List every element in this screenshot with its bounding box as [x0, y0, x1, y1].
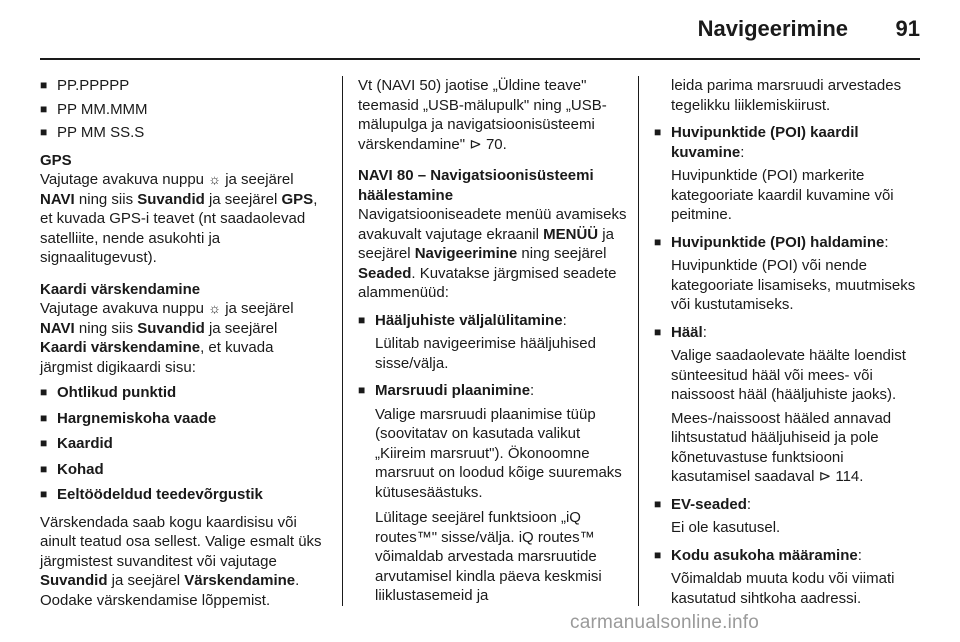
gps-heading: GPS	[40, 151, 72, 169]
list-item: ■ Kohad	[40, 460, 325, 480]
list-item: ■ Huvipunktide (POI) haldamine:	[654, 233, 924, 253]
list-item: ■ Kaardid	[40, 434, 325, 454]
item-description: Lülitage seejärel funktsioon „iQ routes™" sisse/välja. iQ routes™ võimaldab arvestada marsruutide arvutamisel kindla päeva keskmisi liiklustasemeid ja	[375, 509, 602, 604]
list-item: ■ PP MM SS.S	[40, 123, 325, 143]
page-title: Navigeerimine	[697, 16, 848, 41]
list-item: ■ Hargnemiskoha vaade	[40, 409, 325, 429]
gps-paragraph: Vajutage avakuva nuppu ☼ ja seejärel NAVI ning siis Suvandid ja seejärel GPS, et kuvada GPS-i teavet (nt saadaolevad satelliite, nende asukohti ja signaalitugevust).	[40, 171, 318, 266]
header-rule	[40, 58, 920, 60]
item-description: Huvipunktide (POI) markerite kategooriate kaardil kuvamine või peitmine.	[671, 167, 894, 223]
watermark: carmanualsonline.info	[570, 612, 760, 633]
list-item: ■ Kodu asukoha määramine:	[654, 546, 924, 566]
map-update-heading: Kaardi värskendamine	[40, 280, 201, 298]
column-divider-2	[638, 76, 639, 606]
home-icon: ☼	[208, 171, 222, 187]
list-item: ■ PP.PPPPP	[40, 76, 325, 96]
list-item: ■ Eeltöödeldud teedevõrgustik	[40, 485, 325, 505]
page-ref-icon: ⊳	[469, 135, 482, 153]
home-icon: ☼	[208, 300, 222, 316]
item-description: Huvipunktide (POI) või nende kategooriate lisamiseks, muutmiseks või kustutamiseks.	[671, 257, 916, 313]
page-ref-icon: ⊳	[818, 468, 832, 485]
list-item: ■ Huvipunktide (POI) kaardil kuvamine:	[654, 123, 924, 162]
list-item: ■ PP MM.MMM	[40, 100, 325, 120]
list-item: ■ Hääljuhiste väljalülitamine:	[358, 311, 628, 331]
column-3	[654, 76, 924, 608]
intro-paragraph: Vt (NAVI 50) jaotise „Üldine teave" teemasid „USB-mälupulk" ning „USB-mälupulga ja navigatsioonisüsteemi värskendamine" ⊳ 70.	[358, 77, 607, 153]
item-description: Lülitab navigeerimise hääljuhised sisse/välja.	[375, 335, 596, 372]
map-update-paragraph: Vajutage avakuva nuppu ☼ ja seejärel NAVI ning siis Suvandid ja seejärel Kaardi värskendamine, et kuvada järgmist digikaardi sisu:	[40, 300, 294, 376]
column-divider-1	[342, 76, 343, 606]
list-item: ■ Marsruudi plaanimine:	[358, 381, 628, 401]
column-1	[40, 76, 325, 610]
list-item: ■ Ohtlikud punktid	[40, 383, 325, 403]
list-item: ■ EV-seaded:	[654, 495, 924, 515]
item-description: Mees-/naissoost hääled annavad lihtsustatud hääljuhiseid ja pole kõnetuvastuse funktsiooni kasutamisel saadaval ⊳ 114.	[671, 409, 892, 485]
page-number: 91	[895, 16, 920, 41]
list-item: ■ Hääl:	[654, 323, 924, 343]
navi80-heading: NAVI 80 – Navigatsioonisüsteemi häälestamine	[358, 167, 594, 204]
item-description: Võimaldab muuta kodu või viimati kasutatud sihtkoha aadressi.	[671, 570, 895, 607]
item-description: Valige marsruudi plaanimise tüüp (soovitatav on kasutada valikut „Kiireim marsruut"). Ökonoomne marsruut on loodud kõige suuremaks kütusesäästuks.	[375, 405, 622, 501]
item-description: leida parima marsruudi arvestades tegelikku liiklemiskiirust.	[671, 77, 902, 114]
item-description: Ei ole kasutusel.	[671, 519, 781, 536]
update-paragraph: Värskendada saab kogu kaardisisu või ainult teatud osa sellest. Valige esmalt üks järgmistest suvanditest või vajutage Suvandid ja seejärel Värskendamine. Oodake värskendamise lõppemist.	[40, 513, 322, 609]
item-description: Valige saadaolevate häälte loendist sünteesitud hääl või mees- või naissoost hääl (hääljuhiste jaoks).	[671, 347, 906, 403]
column-2	[358, 76, 628, 606]
navi80-paragraph: Navigatsiooniseadete menüü avamiseks avakuvalt vajutage ekraanil MENÜÜ ja seejärel Navigeerimine ning seejärel Seaded. Kuvatakse järgmised seadete alammenüüd:	[358, 206, 627, 301]
